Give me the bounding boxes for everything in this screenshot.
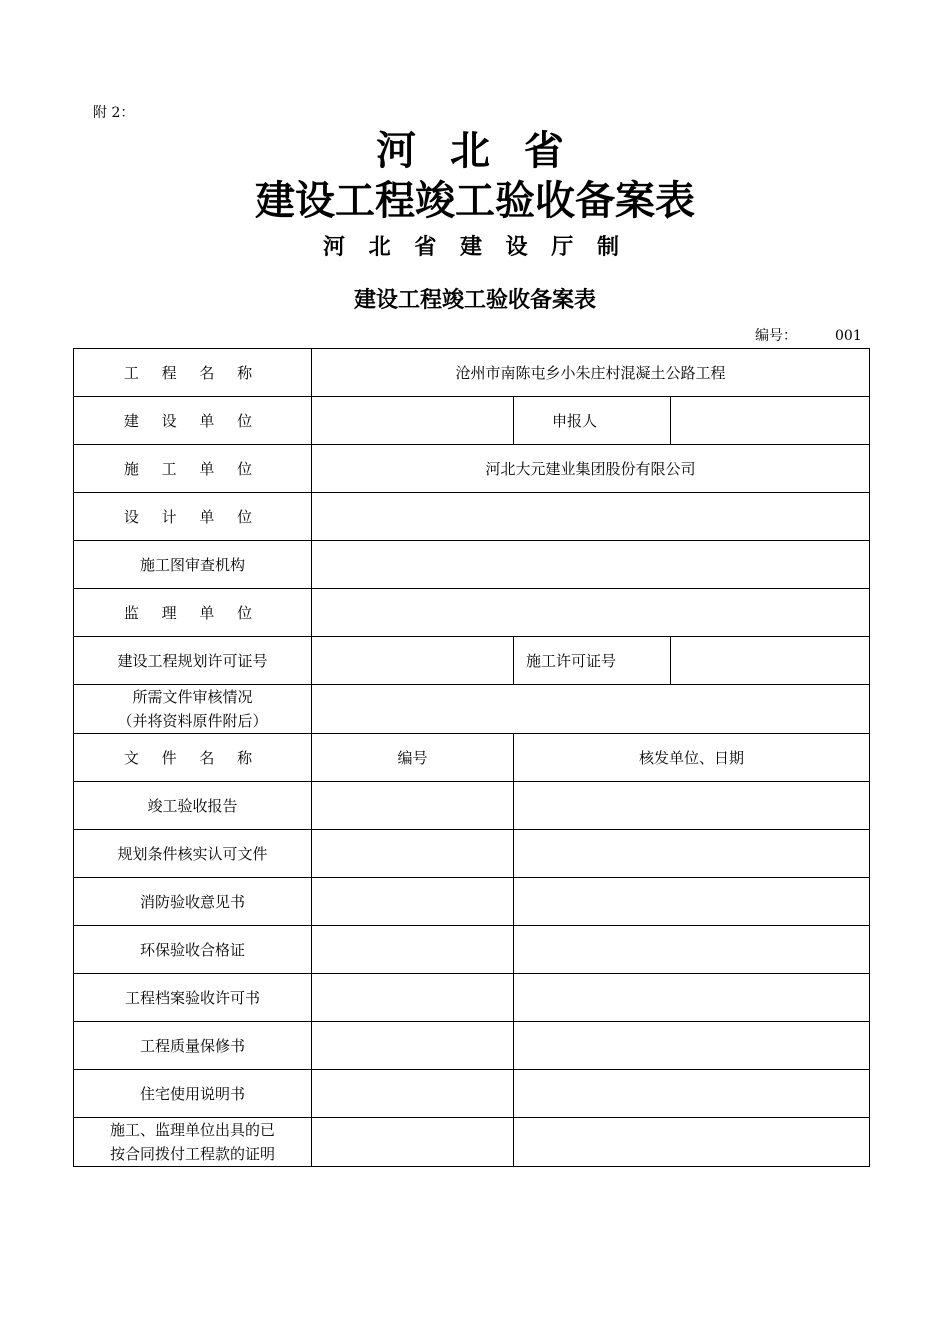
row-project-name — [74, 349, 870, 397]
planning-permit-value — [312, 637, 514, 685]
doc-issuer-date-header: 核发单位、日期 — [514, 734, 870, 782]
doc-issuer-date — [514, 926, 870, 974]
doc-name — [74, 1118, 312, 1167]
docs-review-value — [312, 685, 870, 734]
doc-number — [312, 830, 514, 878]
row-review-org — [74, 541, 870, 589]
doc-issuer-date — [514, 830, 870, 878]
serial-label: 编号： — [755, 328, 797, 344]
applicant-value — [671, 397, 870, 445]
title-main: 建设工程竣工验收备案表 — [255, 177, 695, 224]
documents-header-row — [74, 734, 870, 782]
contractor-value: 河北大元建业集团股份有限公司 — [312, 445, 870, 493]
doc-number — [312, 878, 514, 926]
construction-permit-label: 施工许可证号 — [514, 637, 671, 685]
table-row — [74, 1022, 870, 1070]
doc-name: 工程质量保修书 — [74, 1022, 312, 1070]
doc-number — [312, 1118, 514, 1167]
attachment-label: 附 2： — [93, 105, 135, 121]
doc-name-line2: 按合同拨付工程款的证明 — [109, 1145, 275, 1163]
table-row — [74, 926, 870, 974]
doc-number — [312, 1070, 514, 1118]
doc-issuer-date — [514, 974, 870, 1022]
doc-number — [312, 974, 514, 1022]
row-designer — [74, 493, 870, 541]
doc-name: 住宅使用说明书 — [74, 1070, 312, 1118]
doc-name: 规划条件核实认可文件 — [74, 830, 312, 878]
supervisor-value — [312, 589, 870, 637]
doc-number-header: 编号 — [312, 734, 514, 782]
doc-name: 竣工验收报告 — [74, 782, 312, 830]
supervisor-label: 监 理 单 位 — [74, 589, 312, 637]
docs-review-label — [74, 685, 312, 734]
serial-value: 001 — [835, 328, 862, 344]
builder-value — [312, 397, 514, 445]
row-builder — [74, 397, 870, 445]
docs-review-label-line1: 所需文件审核情况 — [132, 688, 253, 706]
construction-permit-value — [671, 637, 870, 685]
row-supervisor — [74, 589, 870, 637]
doc-number — [312, 1022, 514, 1070]
review-org-value — [312, 541, 870, 589]
project-name-label: 工 程 名 称 — [74, 349, 312, 397]
planning-permit-label: 建设工程规划许可证号 — [74, 637, 312, 685]
applicant-label: 申报人 — [514, 397, 671, 445]
project-name-value: 沧州市南陈屯乡小朱庄村混凝土公路工程 — [312, 349, 870, 397]
filing-form-table — [73, 348, 870, 1167]
designer-label: 设 计 单 位 — [74, 493, 312, 541]
review-org-label: 施工图审查机构 — [74, 541, 312, 589]
doc-issuer-date — [514, 782, 870, 830]
row-docs-review — [74, 685, 870, 734]
doc-name: 消防验收意见书 — [74, 878, 312, 926]
docs-review-label-line2: （并将资料原件附后） — [117, 712, 268, 730]
doc-issuer-date — [514, 878, 870, 926]
form-title: 建设工程竣工验收备案表 — [353, 287, 596, 313]
table-row — [74, 974, 870, 1022]
table-row — [74, 830, 870, 878]
row-contractor — [74, 445, 870, 493]
title-province: 河 北 省 — [376, 127, 574, 174]
doc-issuer-date — [514, 1118, 870, 1167]
doc-number — [312, 926, 514, 974]
row-permits — [74, 637, 870, 685]
builder-label: 建 设 单 位 — [74, 397, 312, 445]
contractor-label: 施 工 单 位 — [74, 445, 312, 493]
doc-issuer-date — [514, 1070, 870, 1118]
doc-name: 环保验收合格证 — [74, 926, 312, 974]
doc-number — [312, 782, 514, 830]
table-row — [74, 1118, 870, 1167]
doc-issuer-date — [514, 1022, 870, 1070]
doc-name: 工程档案验收许可书 — [74, 974, 312, 1022]
serial-number — [755, 326, 862, 346]
designer-value — [312, 493, 870, 541]
table-row — [74, 1070, 870, 1118]
table-row — [74, 782, 870, 830]
table-row — [74, 878, 870, 926]
doc-name-header: 文 件 名 称 — [74, 734, 312, 782]
issuer-line: 河 北 省 建 设 厅 制 — [323, 235, 627, 260]
doc-name-line1: 施工、监理单位出具的已 — [109, 1121, 275, 1139]
